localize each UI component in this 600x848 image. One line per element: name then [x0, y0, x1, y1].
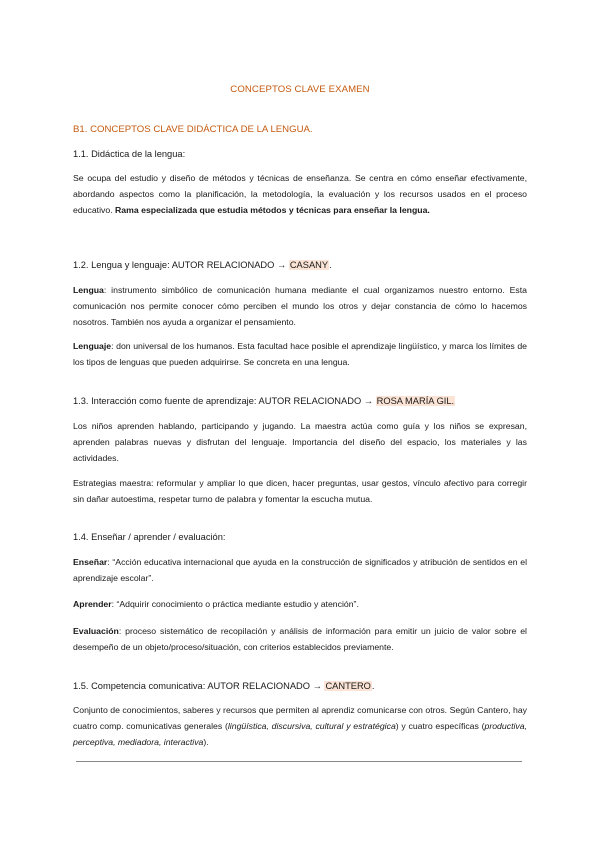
term-aprender: Aprender [73, 599, 112, 609]
paragraph-1-3-b: Estrategias maestra: reformular y ampliar lo que dicen, hacer preguntas, usar gestos, vínculo afectivo para corregir sin dañar autoestima, respetar turno de palabra y fomentar la escucha mutua. [73, 478, 527, 504]
heading-1-3: 1.3. Interacción como fuente de aprendizaje: AUTOR RELACIONADO → ROSA MARÍA GIL. [73, 396, 455, 406]
definition-ensenar: Enseñar: “Acción educativa internacional que ayuda en la construcción de significados y atribución de sentidos en el aprendizaje escolar”. [73, 557, 527, 583]
paragraph-1-1-bold: Rama especializada que estudia métodos y técnicas para enseñar la lengua. [115, 204, 430, 215]
term-lengua: Lengua [73, 285, 104, 295]
term-evaluacion: Evaluación [73, 626, 119, 636]
paragraph-1-1: Se ocupa del estudio y diseño de métodos y técnicas de enseñanza. Se centra en cómo enseñar efectivamente, abordando aspectos como la planificación, la metodología, la evaluación y los recursos usados en el proceso educativo. Rama especializada que estudia métodos y técnicas para enseñar la lengua. [73, 173, 527, 215]
section-title: B1. CONCEPTOS CLAVE DIDÁCTICA DE LA LENGUA. [73, 124, 313, 135]
heading-1-5: 1.5. Competencia comunicativa: AUTOR RELACIONADO → CANTERO. [73, 681, 375, 691]
author-highlight-rosa-maria-gil: ROSA MARÍA GIL. [376, 396, 455, 406]
heading-1-4: 1.4. Enseñar / aprender / evaluación: [73, 532, 226, 542]
definition-evaluacion: Evaluación: proceso sistemático de recopilación y análisis de información para emitir un juicio de valor sobre el desempeño de un objeto/proceso/situación, con criterios establecidos previamente. [73, 626, 527, 652]
definition-lenguaje: Lenguaje: don universal de los humanos. Esta facultad hace posible el aprendizaje lingüístico, y marca los límites de los tipos de lenguas que pueden adquirirse. Se concreta en una lengua. [73, 341, 527, 367]
definition-aprender: Aprender: “Adquirir conocimiento o práctica mediante estudio y atención”. [73, 599, 359, 609]
heading-1-1: 1.1. Didáctica de la lengua: [73, 149, 186, 159]
paragraph-1-3-a: Los niños aprenden hablando, participando y jugando. La maestra actúa como guía y los niños se expresan, aprenden palabras nuevas y disfrutan del lenguaje. Importancia del diseño del espacio, los materiales y las actividades. [73, 421, 527, 463]
author-highlight-casany: CASANY [289, 260, 329, 270]
author-highlight-cantero: CANTERO [325, 681, 371, 691]
paragraph-1-5: Conjunto de conocimientos, saberes y recursos que permiten al aprendiz comunicarse con otros. Según Cantero, hay cuatro comp. comunicativas generales (lingüística, discursiva, cultural y estratégica) y cuatro específicas (productiva, perceptiva, mediadora, interactiva). [73, 705, 527, 747]
general-competences: lingüística, discursiva, cultural y estratégica [227, 720, 396, 731]
specific-competences: productiva, perceptiva, mediadora, interactiva [73, 720, 527, 747]
term-lenguaje: Lenguaje [73, 341, 112, 351]
document-title: CONCEPTOS CLAVE EXAMEN [230, 84, 370, 95]
footer-divider [76, 761, 522, 762]
term-ensenar: Enseñar [73, 557, 108, 567]
definition-lengua: Lengua: instrumento simbólico de comunicación humana mediante el cual organizamos nuestro entorno. Esta comunicación nos permite conocer cómo perciben el mundo los otros y dejar constancia de cómo lo hacemos nosotros. También nos ayuda a organizar el pensamiento. [73, 285, 527, 327]
heading-1-2: 1.2. Lengua y lenguaje: AUTOR RELACIONADO → CASANY. [73, 260, 332, 270]
